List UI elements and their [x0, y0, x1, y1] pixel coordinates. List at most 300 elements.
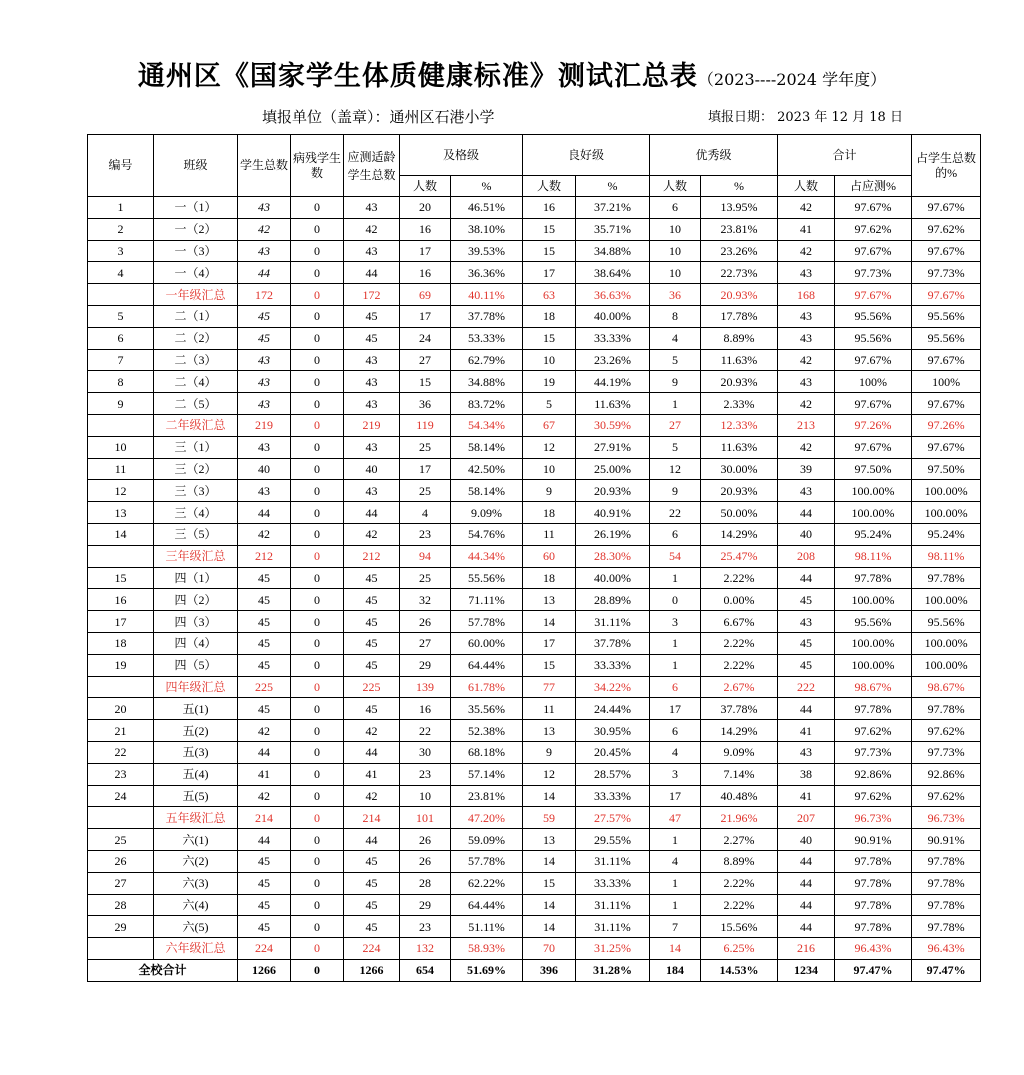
- cell-share: 97.62%: [912, 785, 981, 807]
- total-pass-count: 654: [400, 959, 451, 981]
- cell-eligible: 42: [344, 218, 400, 240]
- cell-excellent-count: 22: [650, 502, 701, 524]
- cell-class: 四（1）: [154, 567, 238, 589]
- cell-disabled: 0: [291, 676, 344, 698]
- cell-no: [88, 807, 154, 829]
- cell-students: 45: [238, 698, 291, 720]
- cell-excellent-pct: 50.00%: [701, 502, 778, 524]
- cell-total-count: 44: [778, 872, 835, 894]
- cell-total-share: 95.56%: [835, 611, 912, 633]
- cell-class: 五(4): [154, 763, 238, 785]
- cell-good-pct: 20.93%: [576, 480, 650, 502]
- cell-disabled: 0: [291, 458, 344, 480]
- report-unit: 填报单位（盖章）：通州区石港小学: [262, 108, 495, 126]
- cell-total-count: 44: [778, 916, 835, 938]
- cell-total-share: 95.56%: [835, 327, 912, 349]
- cell-pass-count: 26: [400, 850, 451, 872]
- cell-excellent-count: 17: [650, 785, 701, 807]
- cell-pass-pct: 64.44%: [451, 894, 523, 916]
- total-excellent-pct: 14.53%: [701, 959, 778, 981]
- document-title: [0, 54, 1024, 93]
- cell-pass-count: 24: [400, 327, 451, 349]
- cell-excellent-count: 6: [650, 523, 701, 545]
- cell-pass-pct: 60.00%: [451, 632, 523, 654]
- cell-disabled: 0: [291, 240, 344, 262]
- cell-share: 100.00%: [912, 589, 981, 611]
- cell-good-pct: 35.71%: [576, 218, 650, 240]
- cell-eligible: 41: [344, 763, 400, 785]
- cell-no: 26: [88, 850, 154, 872]
- cell-eligible: 219: [344, 414, 400, 436]
- cell-good-count: 15: [523, 872, 576, 894]
- cell-pass-count: 23: [400, 916, 451, 938]
- table-row: [88, 872, 981, 894]
- cell-excellent-count: 27: [650, 414, 701, 436]
- cell-class: 二（3）: [154, 349, 238, 371]
- grade-subtotal-row: [88, 676, 981, 698]
- total-good-pct: 31.28%: [576, 959, 650, 981]
- cell-total-count: 208: [778, 545, 835, 567]
- cell-disabled: 0: [291, 938, 344, 960]
- title-year: （2023----2024 学年度）: [697, 70, 887, 89]
- cell-disabled: 0: [291, 523, 344, 545]
- cell-good-pct: 33.33%: [576, 785, 650, 807]
- cell-no: 15: [88, 567, 154, 589]
- cell-class: 二（5）: [154, 393, 238, 415]
- cell-good-pct: 37.78%: [576, 632, 650, 654]
- cell-pass-pct: 34.88%: [451, 371, 523, 393]
- cell-excellent-count: 3: [650, 611, 701, 633]
- cell-total-count: 43: [778, 480, 835, 502]
- cell-no: 3: [88, 240, 154, 262]
- cell-no: [88, 938, 154, 960]
- cell-students: 40: [238, 458, 291, 480]
- cell-good-pct: 31.11%: [576, 850, 650, 872]
- cell-total-share: 97.78%: [835, 698, 912, 720]
- cell-pass-pct: 44.34%: [451, 545, 523, 567]
- cell-excellent-pct: 15.56%: [701, 916, 778, 938]
- cell-excellent-pct: 2.33%: [701, 393, 778, 415]
- cell-pass-pct: 55.56%: [451, 567, 523, 589]
- cell-good-count: 15: [523, 218, 576, 240]
- cell-pass-count: 69: [400, 284, 451, 306]
- cell-excellent-count: 54: [650, 545, 701, 567]
- cell-excellent-count: 1: [650, 654, 701, 676]
- cell-no: 9: [88, 393, 154, 415]
- cell-excellent-count: 36: [650, 284, 701, 306]
- cell-eligible: 45: [344, 589, 400, 611]
- cell-excellent-count: 6: [650, 197, 701, 219]
- subheader-good-count: 人数: [523, 176, 576, 197]
- cell-total-share: 100.00%: [835, 654, 912, 676]
- total-students: 1266: [238, 959, 291, 981]
- cell-total-count: 41: [778, 218, 835, 240]
- cell-share: 100.00%: [912, 632, 981, 654]
- cell-disabled: 0: [291, 284, 344, 306]
- cell-share: 96.43%: [912, 938, 981, 960]
- table-row: [88, 240, 981, 262]
- cell-good-count: 60: [523, 545, 576, 567]
- cell-disabled: 0: [291, 763, 344, 785]
- cell-eligible: 45: [344, 698, 400, 720]
- cell-pass-count: 16: [400, 698, 451, 720]
- cell-total-share: 100.00%: [835, 632, 912, 654]
- total-eligible: 1266: [344, 959, 400, 981]
- table-row: [88, 850, 981, 872]
- cell-good-count: 18: [523, 567, 576, 589]
- cell-total-share: 96.73%: [835, 807, 912, 829]
- cell-eligible: 45: [344, 850, 400, 872]
- cell-total-share: 90.91%: [835, 829, 912, 851]
- cell-excellent-count: 7: [650, 916, 701, 938]
- cell-eligible: 42: [344, 523, 400, 545]
- cell-good-count: 15: [523, 654, 576, 676]
- cell-good-count: 11: [523, 698, 576, 720]
- cell-good-pct: 25.00%: [576, 458, 650, 480]
- cell-good-count: 13: [523, 720, 576, 742]
- table-row: [88, 916, 981, 938]
- cell-total-count: 39: [778, 458, 835, 480]
- cell-pass-pct: 61.78%: [451, 676, 523, 698]
- cell-pass-pct: 62.79%: [451, 349, 523, 371]
- cell-total-share: 97.67%: [835, 349, 912, 371]
- cell-disabled: 0: [291, 654, 344, 676]
- cell-eligible: 172: [344, 284, 400, 306]
- cell-total-share: 97.73%: [835, 262, 912, 284]
- cell-eligible: 45: [344, 567, 400, 589]
- cell-students: 45: [238, 567, 291, 589]
- cell-disabled: 0: [291, 785, 344, 807]
- cell-share: 97.67%: [912, 240, 981, 262]
- cell-total-share: 97.78%: [835, 916, 912, 938]
- cell-good-count: 70: [523, 938, 576, 960]
- cell-class: 三年级汇总: [154, 545, 238, 567]
- cell-excellent-count: 5: [650, 349, 701, 371]
- cell-students: 45: [238, 632, 291, 654]
- cell-pass-count: 101: [400, 807, 451, 829]
- cell-class: 五年级汇总: [154, 807, 238, 829]
- header-class: 班级: [154, 135, 238, 197]
- cell-excellent-pct: 8.89%: [701, 327, 778, 349]
- table-row: [88, 829, 981, 851]
- cell-pass-count: 10: [400, 785, 451, 807]
- cell-disabled: 0: [291, 393, 344, 415]
- table-row: [88, 611, 981, 633]
- cell-pass-count: 26: [400, 611, 451, 633]
- cell-class: 四年级汇总: [154, 676, 238, 698]
- cell-disabled: 0: [291, 850, 344, 872]
- report-date: 填报日期： 2023 年 12 月 18 日: [708, 110, 903, 125]
- cell-total-count: 40: [778, 523, 835, 545]
- cell-no: 7: [88, 349, 154, 371]
- cell-excellent-count: 4: [650, 850, 701, 872]
- cell-good-pct: 33.33%: [576, 327, 650, 349]
- cell-good-pct: 33.33%: [576, 872, 650, 894]
- cell-class: 六(2): [154, 850, 238, 872]
- cell-pass-count: 23: [400, 523, 451, 545]
- cell-share: 100.00%: [912, 480, 981, 502]
- total-pass-pct: 51.69%: [451, 959, 523, 981]
- cell-good-pct: 27.57%: [576, 807, 650, 829]
- cell-total-count: 44: [778, 567, 835, 589]
- cell-students: 42: [238, 523, 291, 545]
- cell-pass-count: 17: [400, 305, 451, 327]
- cell-eligible: 43: [344, 436, 400, 458]
- cell-share: 97.67%: [912, 197, 981, 219]
- cell-excellent-pct: 40.48%: [701, 785, 778, 807]
- cell-share: 95.56%: [912, 611, 981, 633]
- cell-class: 五(5): [154, 785, 238, 807]
- cell-total-count: 40: [778, 829, 835, 851]
- cell-good-pct: 31.11%: [576, 916, 650, 938]
- cell-share: 97.78%: [912, 567, 981, 589]
- cell-no: 22: [88, 741, 154, 763]
- table-row: [88, 458, 981, 480]
- cell-share: 97.67%: [912, 436, 981, 458]
- cell-total-share: 96.43%: [835, 938, 912, 960]
- cell-good-count: 5: [523, 393, 576, 415]
- cell-excellent-count: 4: [650, 327, 701, 349]
- cell-disabled: 0: [291, 872, 344, 894]
- cell-students: 44: [238, 829, 291, 851]
- cell-excellent-count: 6: [650, 720, 701, 742]
- cell-good-pct: 28.89%: [576, 589, 650, 611]
- total-excellent-count: 184: [650, 959, 701, 981]
- cell-disabled: 0: [291, 262, 344, 284]
- cell-good-count: 12: [523, 436, 576, 458]
- cell-pass-count: 25: [400, 480, 451, 502]
- cell-no: 25: [88, 829, 154, 851]
- table-header: [88, 135, 981, 197]
- cell-class: 五(1): [154, 698, 238, 720]
- cell-share: 98.67%: [912, 676, 981, 698]
- cell-no: 17: [88, 611, 154, 633]
- total-label: 全校合计: [88, 959, 238, 981]
- cell-no: [88, 284, 154, 306]
- cell-pass-count: 16: [400, 218, 451, 240]
- cell-share: 90.91%: [912, 829, 981, 851]
- cell-good-pct: 37.21%: [576, 197, 650, 219]
- cell-total-count: 42: [778, 240, 835, 262]
- summary-table: [87, 134, 981, 982]
- cell-pass-pct: 23.81%: [451, 785, 523, 807]
- cell-pass-pct: 40.11%: [451, 284, 523, 306]
- cell-students: 45: [238, 305, 291, 327]
- cell-disabled: 0: [291, 741, 344, 763]
- cell-disabled: 0: [291, 589, 344, 611]
- cell-good-count: 14: [523, 785, 576, 807]
- cell-students: 43: [238, 240, 291, 262]
- cell-students: 45: [238, 589, 291, 611]
- cell-pass-pct: 83.72%: [451, 393, 523, 415]
- table-row: [88, 523, 981, 545]
- cell-pass-pct: 52.38%: [451, 720, 523, 742]
- cell-disabled: 0: [291, 894, 344, 916]
- cell-no: 16: [88, 589, 154, 611]
- cell-eligible: 212: [344, 545, 400, 567]
- cell-excellent-count: 1: [650, 894, 701, 916]
- cell-excellent-pct: 11.63%: [701, 349, 778, 371]
- cell-class: 三（5）: [154, 523, 238, 545]
- cell-excellent-count: 8: [650, 305, 701, 327]
- cell-share: 100.00%: [912, 502, 981, 524]
- cell-good-count: 9: [523, 741, 576, 763]
- cell-pass-pct: 58.14%: [451, 480, 523, 502]
- cell-pass-pct: 57.14%: [451, 763, 523, 785]
- cell-students: 45: [238, 894, 291, 916]
- cell-eligible: 225: [344, 676, 400, 698]
- cell-excellent-pct: 6.25%: [701, 938, 778, 960]
- cell-pass-pct: 46.51%: [451, 197, 523, 219]
- cell-excellent-pct: 23.81%: [701, 218, 778, 240]
- total-disabled: 0: [291, 959, 344, 981]
- cell-share: 97.67%: [912, 284, 981, 306]
- cell-share: 100.00%: [912, 654, 981, 676]
- cell-pass-pct: 57.78%: [451, 850, 523, 872]
- cell-students: 41: [238, 763, 291, 785]
- cell-total-share: 92.86%: [835, 763, 912, 785]
- cell-excellent-pct: 20.93%: [701, 480, 778, 502]
- cell-no: 18: [88, 632, 154, 654]
- subheader-good-pct: %: [576, 176, 650, 197]
- cell-class: 三（4）: [154, 502, 238, 524]
- cell-disabled: 0: [291, 349, 344, 371]
- cell-total-share: 97.62%: [835, 218, 912, 240]
- cell-excellent-count: 0: [650, 589, 701, 611]
- cell-excellent-pct: 2.22%: [701, 894, 778, 916]
- cell-eligible: 43: [344, 371, 400, 393]
- cell-good-pct: 28.57%: [576, 763, 650, 785]
- cell-total-share: 97.67%: [835, 284, 912, 306]
- cell-eligible: 224: [344, 938, 400, 960]
- cell-pass-count: 28: [400, 872, 451, 894]
- cell-total-share: 97.67%: [835, 436, 912, 458]
- cell-students: 172: [238, 284, 291, 306]
- cell-good-count: 15: [523, 327, 576, 349]
- cell-students: 45: [238, 327, 291, 349]
- cell-students: 42: [238, 218, 291, 240]
- cell-excellent-count: 47: [650, 807, 701, 829]
- school-total-row: [88, 959, 981, 981]
- table-row: [88, 698, 981, 720]
- cell-no: 19: [88, 654, 154, 676]
- cell-excellent-pct: 20.93%: [701, 284, 778, 306]
- grade-subtotal-row: [88, 414, 981, 436]
- cell-class: 三（2）: [154, 458, 238, 480]
- header-pass: 及格级: [400, 135, 523, 176]
- cell-good-count: 13: [523, 829, 576, 851]
- cell-total-share: 100.00%: [835, 589, 912, 611]
- cell-disabled: 0: [291, 197, 344, 219]
- cell-eligible: 45: [344, 872, 400, 894]
- grade-subtotal-row: [88, 807, 981, 829]
- cell-eligible: 214: [344, 807, 400, 829]
- cell-good-pct: 40.91%: [576, 502, 650, 524]
- cell-students: 43: [238, 393, 291, 415]
- cell-good-count: 16: [523, 197, 576, 219]
- cell-total-share: 97.67%: [835, 393, 912, 415]
- cell-total-count: 38: [778, 763, 835, 785]
- cell-pass-pct: 47.20%: [451, 807, 523, 829]
- cell-eligible: 42: [344, 785, 400, 807]
- cell-pass-pct: 51.11%: [451, 916, 523, 938]
- cell-pass-count: 29: [400, 894, 451, 916]
- cell-total-count: 43: [778, 305, 835, 327]
- cell-excellent-pct: 0.00%: [701, 589, 778, 611]
- cell-total-count: 43: [778, 741, 835, 763]
- cell-pass-count: 16: [400, 262, 451, 284]
- cell-share: 95.56%: [912, 327, 981, 349]
- cell-eligible: 40: [344, 458, 400, 480]
- cell-excellent-count: 1: [650, 872, 701, 894]
- cell-total-share: 100.00%: [835, 480, 912, 502]
- cell-share: 92.86%: [912, 763, 981, 785]
- cell-excellent-count: 17: [650, 698, 701, 720]
- cell-pass-pct: 39.53%: [451, 240, 523, 262]
- table-row: [88, 327, 981, 349]
- cell-total-share: 100%: [835, 371, 912, 393]
- cell-students: 44: [238, 741, 291, 763]
- table-row: [88, 720, 981, 742]
- cell-pass-pct: 54.34%: [451, 414, 523, 436]
- cell-no: 12: [88, 480, 154, 502]
- cell-pass-count: 132: [400, 938, 451, 960]
- subheader-total-share: 占应测%: [835, 176, 912, 197]
- table-row: [88, 349, 981, 371]
- cell-good-pct: 23.26%: [576, 349, 650, 371]
- cell-excellent-pct: 9.09%: [701, 741, 778, 763]
- cell-disabled: 0: [291, 371, 344, 393]
- cell-no: [88, 414, 154, 436]
- cell-pass-count: 4: [400, 502, 451, 524]
- cell-class: 四（4）: [154, 632, 238, 654]
- cell-disabled: 0: [291, 567, 344, 589]
- total-share-students: 97.47%: [912, 959, 981, 981]
- cell-students: 224: [238, 938, 291, 960]
- cell-share: 95.56%: [912, 305, 981, 327]
- cell-no: 28: [88, 894, 154, 916]
- cell-pass-pct: 53.33%: [451, 327, 523, 349]
- cell-students: 212: [238, 545, 291, 567]
- cell-total-share: 98.11%: [835, 545, 912, 567]
- cell-good-count: 14: [523, 850, 576, 872]
- table-row: [88, 741, 981, 763]
- cell-excellent-pct: 2.67%: [701, 676, 778, 698]
- cell-pass-pct: 9.09%: [451, 502, 523, 524]
- cell-good-pct: 33.33%: [576, 654, 650, 676]
- cell-total-count: 222: [778, 676, 835, 698]
- cell-disabled: 0: [291, 327, 344, 349]
- cell-disabled: 0: [291, 632, 344, 654]
- cell-pass-count: 119: [400, 414, 451, 436]
- cell-excellent-pct: 22.73%: [701, 262, 778, 284]
- cell-good-pct: 27.91%: [576, 436, 650, 458]
- cell-eligible: 43: [344, 349, 400, 371]
- cell-share: 97.73%: [912, 262, 981, 284]
- cell-pass-count: 25: [400, 436, 451, 458]
- cell-class: 四（3）: [154, 611, 238, 633]
- cell-class: 四（2）: [154, 589, 238, 611]
- cell-eligible: 43: [344, 197, 400, 219]
- cell-excellent-pct: 14.29%: [701, 523, 778, 545]
- cell-pass-pct: 42.50%: [451, 458, 523, 480]
- cell-pass-pct: 38.10%: [451, 218, 523, 240]
- header-excellent: 优秀级: [650, 135, 778, 176]
- cell-good-count: 17: [523, 262, 576, 284]
- cell-total-share: 95.56%: [835, 305, 912, 327]
- cell-good-pct: 31.25%: [576, 938, 650, 960]
- cell-good-count: 10: [523, 458, 576, 480]
